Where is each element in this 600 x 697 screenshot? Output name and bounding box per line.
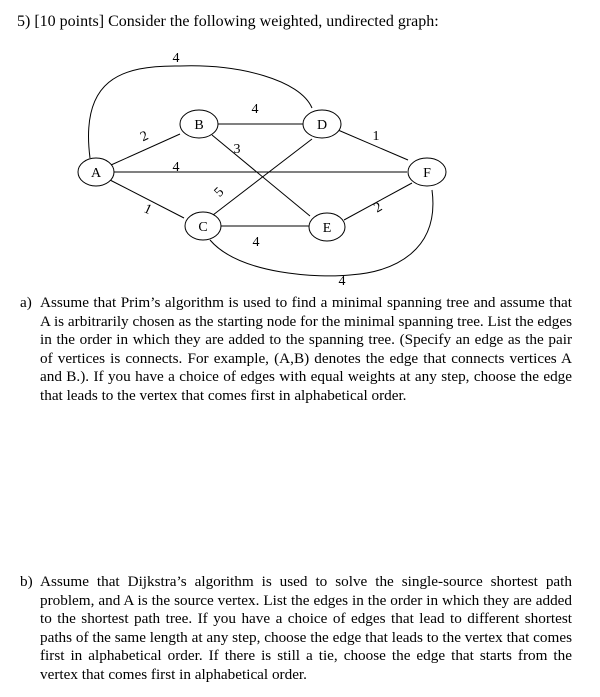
node-label-C: C: [198, 220, 208, 235]
part-a: [20, 294, 572, 406]
node-label-E: E: [322, 221, 332, 236]
part-b-label: b): [20, 573, 33, 590]
weight-D-F: 1: [372, 129, 380, 144]
part-b: [20, 573, 572, 685]
node-label-F: F: [423, 166, 431, 181]
weight-C-E: 4: [252, 235, 260, 250]
weight-C-D: 5: [211, 184, 228, 201]
weight-B-E: 3: [233, 142, 241, 157]
weight-A-C: 1: [141, 201, 154, 219]
node-label-B: B: [194, 118, 204, 133]
weight-A-F: 4: [338, 274, 346, 289]
part-b-text: Assume that Dijkstra’s algorithm is used to solve the single-source shortest path problem, and A is the source vertex. List the edges in the order in which they are added to the shortest path tree. If you have a choice of edges that lead to different shortest paths of the same length at any step, choose the edge that leads to the vertex that comes first in alphabetical order. If there is still a tie, choose the edge that starts from the vertex that comes first in alphabetical order.: [40, 573, 572, 683]
weight-A-D: 4: [172, 51, 180, 66]
part-a-text: Assume that Prim’s algorithm is used to find a minimal spanning tree and assume that A is arbitrarily chosen as the starting node for the minimal spanning tree. List the edges in the order in which they are added to the spanning tree. (Specify an edge as the pair of vertices is connects. For example, (A,B) denotes the edge that connects vertices A and B.). If you have a choice of edges with equal weights at any step, choose the edge that leads to the vertex that comes first in alphabetical order.: [40, 294, 572, 404]
weight-C-F: 4: [172, 160, 180, 175]
graph-diagram: [0, 0, 600, 300]
weight-B-D: 4: [251, 102, 259, 117]
edge-B-E: [212, 135, 310, 216]
part-a-label: a): [20, 294, 32, 311]
question-title: 5) [10 points] Consider the following weighted, undirected graph:: [17, 13, 439, 30]
node-label-D: D: [316, 118, 328, 133]
node-label-A: A: [90, 166, 102, 181]
edge-C-D: [213, 139, 312, 215]
weight-E-F: 2: [371, 199, 386, 217]
weight-A-B: 2: [138, 128, 151, 146]
